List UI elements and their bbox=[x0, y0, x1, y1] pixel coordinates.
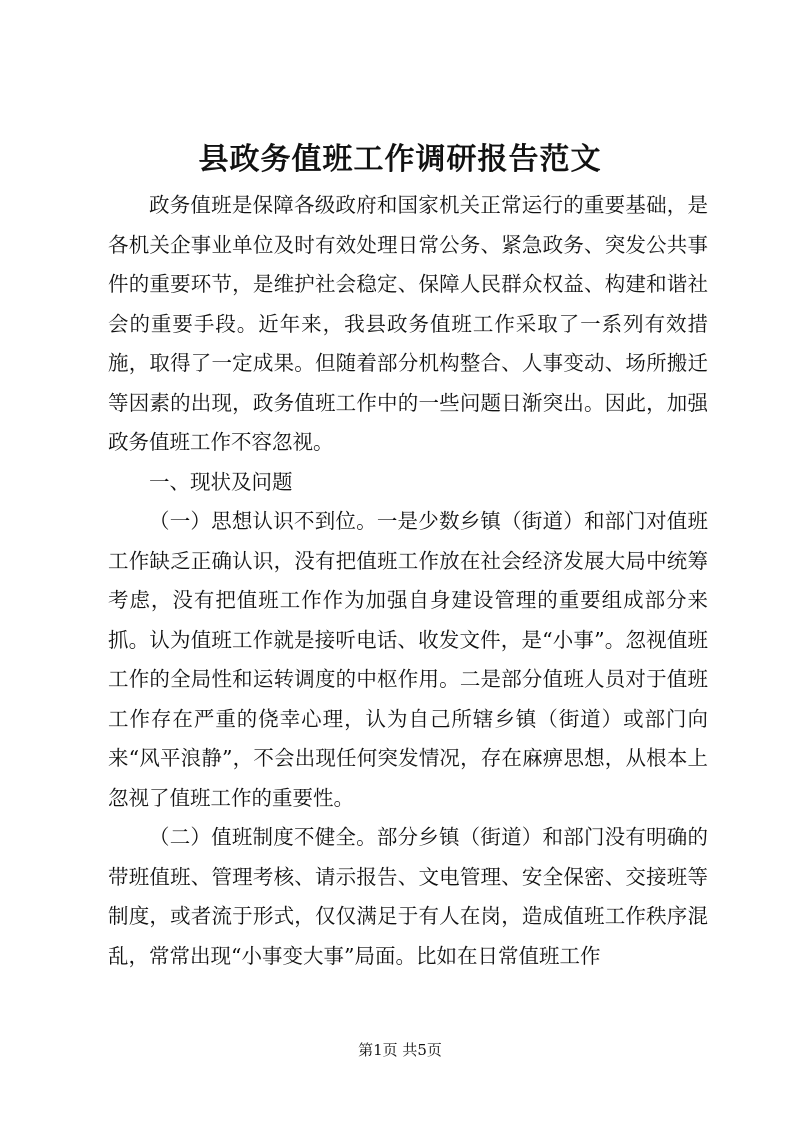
paragraph-duty-system: （二）值班制度不健全。部分乡镇（街道）和部门没有明确的带班值班、管理考核、请示报告、文电管理、安全保密、交接班等制度，或者流于形式，仅仅满足于有人在岗，造成值班工作秩序混乱，常常出现“小事变大事”局面。比如在日常值班工作 bbox=[108, 825, 708, 968]
paragraph-ideological-awareness: （一）思想认识不到位。一是少数乡镇（街道）和部门对值班工作缺乏正确认识，没有把值班工作放在社会经济发展大局中统筹考虑，没有把值班工作作为加强自身建设管理的重要组成部分来抓。认为值班工作就是接听电话、收发文件，是“小事”。忽视值班工作的全局性和运转调度的中枢作用。二是部分值班人员对于值班工作存在严重的侥幸心理，认为自己所辖乡镇（街道）或部门向来“风平浪静”，不会出现任何突发情况，存在麻痹思想，从根本上忽视了值班工作的重要性。 bbox=[108, 509, 708, 810]
document-body bbox=[108, 186, 708, 976]
paragraph-intro: 政务值班是保障各级政府和国家机关正常运行的重要基础，是各机关企事业单位及时有效处理日常公务、紧急政务、突发公共事件的重要环节，是维护社会稳定、保障人民群众权益、构建和谐社会的重要手段。近年来，我县政务值班工作采取了一系列有效措施，取得了一定成果。但随着部分机构整合、人事变动、场所搬迁等因素的出现，政务值班工作中的一些问题日渐突出。因此，加强政务值班工作不容忽视。 bbox=[108, 193, 708, 454]
section-heading-status-and-problems: 一、现状及问题 bbox=[149, 469, 293, 494]
page-number-footer: 第1页 共5页 bbox=[358, 1041, 442, 1059]
document-title: 县政务值班工作调研报告范文 bbox=[198, 142, 602, 177]
